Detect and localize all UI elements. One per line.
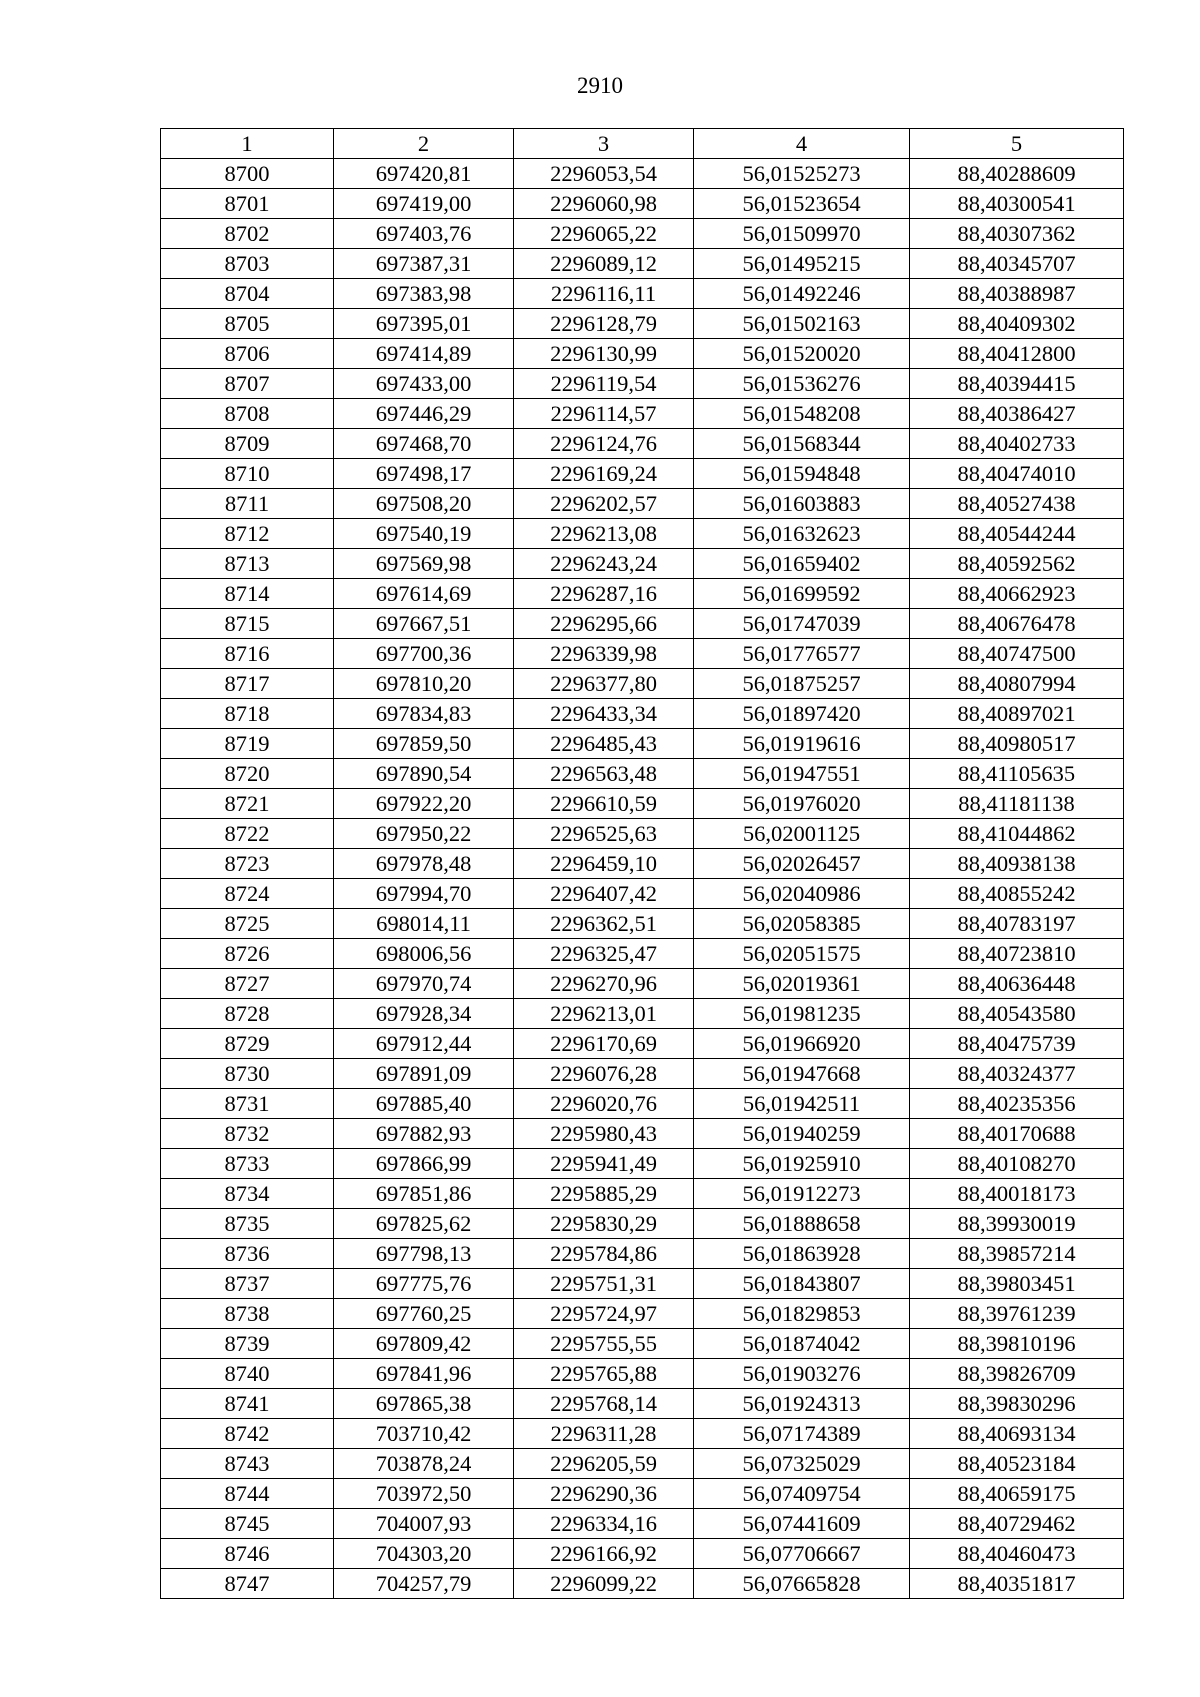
table-cell: 697890,54	[334, 759, 514, 789]
table-cell: 8709	[161, 429, 334, 459]
table-cell: 8721	[161, 789, 334, 819]
table-cell: 2296116,11	[514, 279, 694, 309]
table-cell: 2296169,24	[514, 459, 694, 489]
table-cell: 56,02051575	[694, 939, 910, 969]
table-row	[161, 849, 1124, 879]
table-cell: 88,40659175	[910, 1479, 1124, 1509]
column-header: 4	[694, 129, 910, 159]
table-cell: 697508,20	[334, 489, 514, 519]
table-cell: 704303,20	[334, 1539, 514, 1569]
table-cell: 2295751,31	[514, 1269, 694, 1299]
table-cell: 8717	[161, 669, 334, 699]
table-cell: 88,40460473	[910, 1539, 1124, 1569]
table-cell: 56,01568344	[694, 429, 910, 459]
table-cell: 8720	[161, 759, 334, 789]
table-row	[161, 759, 1124, 789]
table-cell: 56,01966920	[694, 1029, 910, 1059]
table-row	[161, 729, 1124, 759]
table-cell: 8739	[161, 1329, 334, 1359]
table-cell: 2296362,51	[514, 909, 694, 939]
table-cell: 56,01776577	[694, 639, 910, 669]
table-cell: 56,01940259	[694, 1119, 910, 1149]
table-cell: 88,40676478	[910, 609, 1124, 639]
table-cell: 697420,81	[334, 159, 514, 189]
table-cell: 2295830,29	[514, 1209, 694, 1239]
table-row	[161, 1209, 1124, 1239]
table-cell: 697970,74	[334, 969, 514, 999]
table-cell: 56,07441609	[694, 1509, 910, 1539]
table-cell: 697700,36	[334, 639, 514, 669]
table-cell: 8742	[161, 1419, 334, 1449]
table-cell: 88,40783197	[910, 909, 1124, 939]
table-cell: 8737	[161, 1269, 334, 1299]
table-cell: 56,01888658	[694, 1209, 910, 1239]
table-row	[161, 879, 1124, 909]
column-header: 1	[161, 129, 334, 159]
table-cell: 56,02019361	[694, 969, 910, 999]
table-cell: 697403,76	[334, 219, 514, 249]
table-cell: 88,39826709	[910, 1359, 1124, 1389]
table-row	[161, 1569, 1124, 1599]
table-cell: 88,40474010	[910, 459, 1124, 489]
table-cell: 88,40345707	[910, 249, 1124, 279]
table-cell: 8722	[161, 819, 334, 849]
table-cell: 88,40807994	[910, 669, 1124, 699]
table-cell: 2296525,63	[514, 819, 694, 849]
table-cell: 697922,20	[334, 789, 514, 819]
table-cell: 8740	[161, 1359, 334, 1389]
table-row	[161, 969, 1124, 999]
table-cell: 8726	[161, 939, 334, 969]
table-cell: 56,01947551	[694, 759, 910, 789]
table-cell: 88,39810196	[910, 1329, 1124, 1359]
table-cell: 697775,76	[334, 1269, 514, 1299]
table-cell: 697760,25	[334, 1299, 514, 1329]
table-row	[161, 219, 1124, 249]
table-cell: 88,40544244	[910, 519, 1124, 549]
table-cell: 88,39857214	[910, 1239, 1124, 1269]
table-cell: 8741	[161, 1389, 334, 1419]
table-cell: 56,01523654	[694, 189, 910, 219]
table-cell: 56,01536276	[694, 369, 910, 399]
table-cell: 2295765,88	[514, 1359, 694, 1389]
table-cell: 2296124,76	[514, 429, 694, 459]
table-cell: 8731	[161, 1089, 334, 1119]
table-cell: 2296325,47	[514, 939, 694, 969]
table-cell: 8716	[161, 639, 334, 669]
table-row	[161, 399, 1124, 429]
table-cell: 697468,70	[334, 429, 514, 459]
table-cell: 56,01863928	[694, 1239, 910, 1269]
table-row	[161, 609, 1124, 639]
table-cell: 56,01875257	[694, 669, 910, 699]
table-cell: 697387,31	[334, 249, 514, 279]
table-cell: 88,39761239	[910, 1299, 1124, 1329]
table-row	[161, 669, 1124, 699]
table-cell: 697950,22	[334, 819, 514, 849]
column-header: 2	[334, 129, 514, 159]
table-cell: 56,01603883	[694, 489, 910, 519]
table-cell: 8723	[161, 849, 334, 879]
table-row	[161, 699, 1124, 729]
table-cell: 697810,20	[334, 669, 514, 699]
table-cell: 2295941,49	[514, 1149, 694, 1179]
table-row	[161, 789, 1124, 819]
table-cell: 697614,69	[334, 579, 514, 609]
table-cell: 88,40747500	[910, 639, 1124, 669]
table-cell: 56,01947668	[694, 1059, 910, 1089]
table-row	[161, 999, 1124, 1029]
table-cell: 2296287,16	[514, 579, 694, 609]
table-cell: 88,39830296	[910, 1389, 1124, 1419]
table-cell: 2295768,14	[514, 1389, 694, 1419]
table-cell: 8704	[161, 279, 334, 309]
table-cell: 8734	[161, 1179, 334, 1209]
table-cell: 56,02058385	[694, 909, 910, 939]
table-cell: 2296433,34	[514, 699, 694, 729]
table-cell: 88,40592562	[910, 549, 1124, 579]
table-cell: 8724	[161, 879, 334, 909]
table-cell: 2296377,80	[514, 669, 694, 699]
table-cell: 697798,13	[334, 1239, 514, 1269]
table-row	[161, 639, 1124, 669]
table-cell: 56,02001125	[694, 819, 910, 849]
table-row	[161, 1119, 1124, 1149]
table-cell: 2296459,10	[514, 849, 694, 879]
table-cell: 2296407,42	[514, 879, 694, 909]
table-cell: 88,40543580	[910, 999, 1124, 1029]
table-row	[161, 1089, 1124, 1119]
table-cell: 697809,42	[334, 1329, 514, 1359]
table-cell: 697866,99	[334, 1149, 514, 1179]
table-cell: 56,01699592	[694, 579, 910, 609]
table-row	[161, 489, 1124, 519]
table-cell: 88,40897021	[910, 699, 1124, 729]
table-cell: 8743	[161, 1449, 334, 1479]
table-cell: 88,40402733	[910, 429, 1124, 459]
table-cell: 8747	[161, 1569, 334, 1599]
table-cell: 697395,01	[334, 309, 514, 339]
table-cell: 56,01594848	[694, 459, 910, 489]
table-row	[161, 1479, 1124, 1509]
table-cell: 56,02026457	[694, 849, 910, 879]
table-cell: 2296099,22	[514, 1569, 694, 1599]
table-cell: 88,40662923	[910, 579, 1124, 609]
table-row	[161, 1509, 1124, 1539]
table-row	[161, 249, 1124, 279]
table-cell: 2295755,55	[514, 1329, 694, 1359]
table-row	[161, 1299, 1124, 1329]
table-cell: 2296205,59	[514, 1449, 694, 1479]
table-cell: 2296213,08	[514, 519, 694, 549]
table-cell: 697540,19	[334, 519, 514, 549]
table-cell: 56,07706667	[694, 1539, 910, 1569]
table-cell: 2296170,69	[514, 1029, 694, 1059]
table-cell: 8735	[161, 1209, 334, 1239]
table-cell: 2296053,54	[514, 159, 694, 189]
table-row	[161, 549, 1124, 579]
table-row	[161, 1029, 1124, 1059]
table-row	[161, 909, 1124, 939]
table-cell: 56,07174389	[694, 1419, 910, 1449]
table-cell: 88,40108270	[910, 1149, 1124, 1179]
table-cell: 2296339,98	[514, 639, 694, 669]
table-cell: 2296290,36	[514, 1479, 694, 1509]
table-cell: 56,01924313	[694, 1389, 910, 1419]
table-cell: 8736	[161, 1239, 334, 1269]
table-cell: 56,01520020	[694, 339, 910, 369]
table-row	[161, 1179, 1124, 1209]
table-cell: 2295980,43	[514, 1119, 694, 1149]
table-cell: 697498,17	[334, 459, 514, 489]
table-cell: 2296119,54	[514, 369, 694, 399]
column-header: 5	[910, 129, 1124, 159]
table-cell: 8727	[161, 969, 334, 999]
table-cell: 697841,96	[334, 1359, 514, 1389]
table-cell: 56,01874042	[694, 1329, 910, 1359]
table-cell: 8725	[161, 909, 334, 939]
column-header: 3	[514, 129, 694, 159]
table-row	[161, 1239, 1124, 1269]
table-cell: 8746	[161, 1539, 334, 1569]
table-row	[161, 369, 1124, 399]
table-cell: 88,40386427	[910, 399, 1124, 429]
table-row	[161, 939, 1124, 969]
table-cell: 88,40324377	[910, 1059, 1124, 1089]
table-row	[161, 309, 1124, 339]
table-cell: 56,01548208	[694, 399, 910, 429]
table-row	[161, 459, 1124, 489]
table-cell: 88,40980517	[910, 729, 1124, 759]
table-cell: 704007,93	[334, 1509, 514, 1539]
table-cell: 56,01942511	[694, 1089, 910, 1119]
table-cell: 56,01502163	[694, 309, 910, 339]
table-cell: 8711	[161, 489, 334, 519]
table-cell: 2296295,66	[514, 609, 694, 639]
table-cell: 697851,86	[334, 1179, 514, 1209]
table-cell: 88,40729462	[910, 1509, 1124, 1539]
table-cell: 56,01897420	[694, 699, 910, 729]
table-cell: 8715	[161, 609, 334, 639]
table-cell: 56,01976020	[694, 789, 910, 819]
table-cell: 88,40523184	[910, 1449, 1124, 1479]
table-cell: 8718	[161, 699, 334, 729]
table-cell: 2296166,92	[514, 1539, 694, 1569]
table-cell: 8730	[161, 1059, 334, 1089]
table-cell: 697825,62	[334, 1209, 514, 1239]
table-cell: 56,07325029	[694, 1449, 910, 1479]
table-row	[161, 1149, 1124, 1179]
page-number: 2910	[577, 73, 623, 98]
table-row	[161, 279, 1124, 309]
table-cell: 56,01495215	[694, 249, 910, 279]
table-cell: 88,40723810	[910, 939, 1124, 969]
table-cell: 56,01981235	[694, 999, 910, 1029]
table-cell: 56,07665828	[694, 1569, 910, 1599]
table-cell: 703972,50	[334, 1479, 514, 1509]
table-row	[161, 1539, 1124, 1569]
table-cell: 88,40412800	[910, 339, 1124, 369]
table-body	[161, 159, 1124, 1599]
table-cell: 8719	[161, 729, 334, 759]
table-cell: 88,40693134	[910, 1419, 1124, 1449]
table-cell: 697912,44	[334, 1029, 514, 1059]
table-cell: 2296130,99	[514, 339, 694, 369]
table-cell: 2296128,79	[514, 309, 694, 339]
table-cell: 8738	[161, 1299, 334, 1329]
table-cell: 56,01632623	[694, 519, 910, 549]
table-cell: 8701	[161, 189, 334, 219]
table-cell: 88,40475739	[910, 1029, 1124, 1059]
table-cell: 88,40288609	[910, 159, 1124, 189]
table-cell: 8729	[161, 1029, 334, 1059]
table-row	[161, 819, 1124, 849]
table-cell: 2296114,57	[514, 399, 694, 429]
table-cell: 56,02040986	[694, 879, 910, 909]
table-cell: 2296065,22	[514, 219, 694, 249]
table-cell: 703878,24	[334, 1449, 514, 1479]
table-row	[161, 189, 1124, 219]
table-cell: 56,07409754	[694, 1479, 910, 1509]
table-cell: 2296089,12	[514, 249, 694, 279]
table-cell: 88,40300541	[910, 189, 1124, 219]
table-row	[161, 339, 1124, 369]
table-cell: 88,40388987	[910, 279, 1124, 309]
table-cell: 697994,70	[334, 879, 514, 909]
table-cell: 697433,00	[334, 369, 514, 399]
table-cell: 8712	[161, 519, 334, 549]
table-cell: 8708	[161, 399, 334, 429]
table-cell: 8714	[161, 579, 334, 609]
table-cell: 698014,11	[334, 909, 514, 939]
table-row	[161, 159, 1124, 189]
table-cell: 88,39803451	[910, 1269, 1124, 1299]
table-cell: 88,40409302	[910, 309, 1124, 339]
table-cell: 88,40855242	[910, 879, 1124, 909]
table-cell: 8707	[161, 369, 334, 399]
table-row	[161, 1059, 1124, 1089]
table-cell: 2296243,24	[514, 549, 694, 579]
table-cell: 8728	[161, 999, 334, 1029]
table-cell: 88,40235356	[910, 1089, 1124, 1119]
table-cell: 56,01747039	[694, 609, 910, 639]
table-cell: 703710,42	[334, 1419, 514, 1449]
table-cell: 2296270,96	[514, 969, 694, 999]
table-row	[161, 1389, 1124, 1419]
table-cell: 8703	[161, 249, 334, 279]
table-cell: 8744	[161, 1479, 334, 1509]
table-cell: 2296213,01	[514, 999, 694, 1029]
table-cell: 8705	[161, 309, 334, 339]
table-cell: 697882,93	[334, 1119, 514, 1149]
table-cell: 2296311,28	[514, 1419, 694, 1449]
table-cell: 88,40527438	[910, 489, 1124, 519]
table-cell: 56,01919616	[694, 729, 910, 759]
table-cell: 704257,79	[334, 1569, 514, 1599]
table-row	[161, 1449, 1124, 1479]
table-cell: 88,40018173	[910, 1179, 1124, 1209]
table-cell: 88,40394415	[910, 369, 1124, 399]
table-cell: 697446,29	[334, 399, 514, 429]
table-cell: 56,01925910	[694, 1149, 910, 1179]
table-cell: 2296610,59	[514, 789, 694, 819]
table-cell: 88,41181138	[910, 789, 1124, 819]
table-cell: 88,40170688	[910, 1119, 1124, 1149]
table-row	[161, 1359, 1124, 1389]
table-row	[161, 1419, 1124, 1449]
table-cell: 698006,56	[334, 939, 514, 969]
table-cell: 2295784,86	[514, 1239, 694, 1269]
table-cell: 8710	[161, 459, 334, 489]
table-cell: 697865,38	[334, 1389, 514, 1419]
table-header	[161, 129, 1124, 159]
table-row	[161, 1269, 1124, 1299]
table-cell: 2296202,57	[514, 489, 694, 519]
table-cell: 8713	[161, 549, 334, 579]
table-cell: 88,40307362	[910, 219, 1124, 249]
table-cell: 8745	[161, 1509, 334, 1539]
table-cell: 2296485,43	[514, 729, 694, 759]
table-cell: 8706	[161, 339, 334, 369]
table-cell: 697859,50	[334, 729, 514, 759]
table-cell: 2296020,76	[514, 1089, 694, 1119]
table-cell: 56,01659402	[694, 549, 910, 579]
header-row	[161, 129, 1124, 159]
table-cell: 697667,51	[334, 609, 514, 639]
table-cell: 697928,34	[334, 999, 514, 1029]
table-cell: 88,39930019	[910, 1209, 1124, 1239]
table-cell: 2296563,48	[514, 759, 694, 789]
table-cell: 88,41044862	[910, 819, 1124, 849]
table-cell: 8700	[161, 159, 334, 189]
table-cell: 2296060,98	[514, 189, 694, 219]
coordinates-table	[160, 128, 1124, 1599]
table-cell: 88,41105635	[910, 759, 1124, 789]
table-cell: 88,40351817	[910, 1569, 1124, 1599]
table-cell: 697414,89	[334, 339, 514, 369]
table-row	[161, 429, 1124, 459]
table-cell: 56,01492246	[694, 279, 910, 309]
table-cell: 56,01829853	[694, 1299, 910, 1329]
table-cell: 697419,00	[334, 189, 514, 219]
table-row	[161, 519, 1124, 549]
table-cell: 8732	[161, 1119, 334, 1149]
table-cell: 2295724,97	[514, 1299, 694, 1329]
table-cell: 88,40636448	[910, 969, 1124, 999]
table-cell: 56,01843807	[694, 1269, 910, 1299]
table-cell: 56,01903276	[694, 1359, 910, 1389]
table-cell: 8733	[161, 1149, 334, 1179]
table-cell: 697978,48	[334, 849, 514, 879]
table-cell: 2296076,28	[514, 1059, 694, 1089]
table-cell: 697834,83	[334, 699, 514, 729]
table-row	[161, 1329, 1124, 1359]
table-cell: 56,01912273	[694, 1179, 910, 1209]
table-cell: 8702	[161, 219, 334, 249]
table-cell: 56,01525273	[694, 159, 910, 189]
table-cell: 697569,98	[334, 549, 514, 579]
table-cell: 2295885,29	[514, 1179, 694, 1209]
table-cell: 56,01509970	[694, 219, 910, 249]
table-cell: 2296334,16	[514, 1509, 694, 1539]
table-cell: 697891,09	[334, 1059, 514, 1089]
table-cell: 697885,40	[334, 1089, 514, 1119]
table-row	[161, 579, 1124, 609]
table-cell: 88,40938138	[910, 849, 1124, 879]
table-cell: 697383,98	[334, 279, 514, 309]
